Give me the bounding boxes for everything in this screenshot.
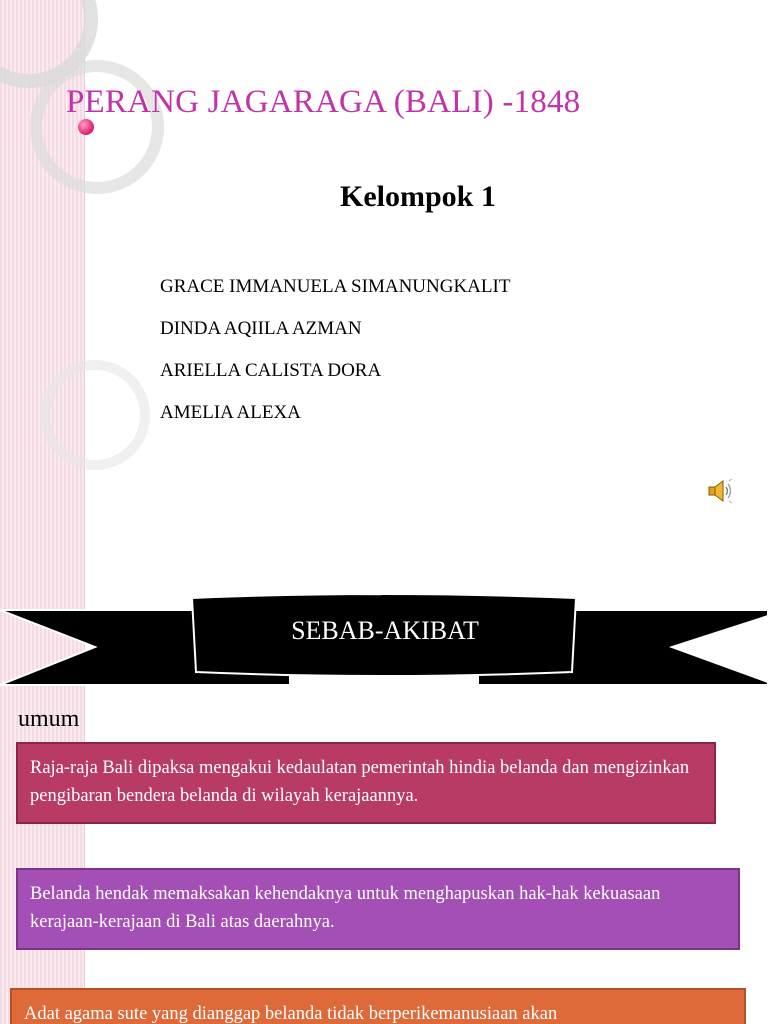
group-name: Kelompok 1: [340, 180, 496, 213]
pink-bead-icon: [78, 119, 94, 135]
decorative-ring: [40, 360, 150, 470]
member-name: ARIELLA CALISTA DORA: [160, 360, 382, 381]
content-slide: [0, 570, 768, 1024]
decorative-ring: [30, 60, 164, 194]
banner-label: SEBAB-AKIBAT: [291, 616, 479, 645]
slide-title: PERANG JAGARAGA (BALI) -1848: [66, 84, 581, 120]
member-name: AMELIA ALEXA: [160, 402, 301, 423]
member-list: [160, 276, 510, 444]
member-name: GRACE IMMANUELA SIMANUNGKALIT: [160, 276, 511, 297]
member-name: DINDA AQIILA AZMAN: [160, 318, 362, 339]
text-box-2: Belanda hendak memaksakan kehendaknya untuk menghapuskan hak-hak kekuasaan kerajaan-kerajaan di Bali atas daerahnya.: [16, 868, 740, 950]
section-heading: umum: [18, 706, 80, 732]
text-box-1: Raja-raja Bali dipaksa mengakui kedaulatan pemerintah hindia belanda dan mengizinkan pengibaran bendera belanda di wilayah kerajaannya.: [16, 742, 716, 824]
speaker-icon[interactable]: [707, 478, 735, 504]
text-box-3: Adat agama sute yang dianggap belanda tidak berperikemanusiaan akan: [10, 988, 746, 1024]
